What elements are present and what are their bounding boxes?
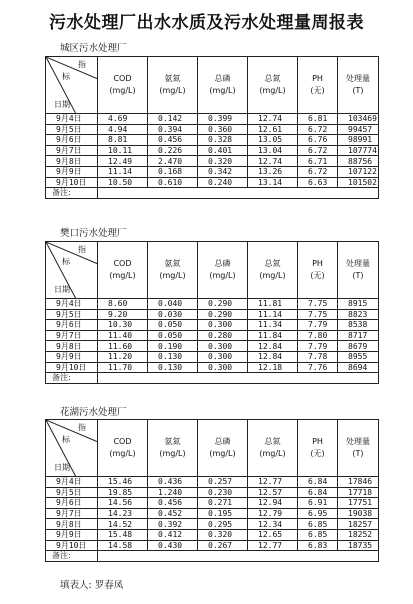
header-row [46,57,379,114]
volume-cell: 101502 [338,177,379,188]
ph-cell: 6.72 [298,166,338,177]
volume-cell: 8538 [338,320,379,331]
tn-cell: 12.34 [248,519,298,530]
cod-cell: 14.52 [98,519,148,530]
remark-label: 备注: [46,551,98,562]
tp-cell: 0.360 [198,124,248,135]
volume-cell: 103469 [338,114,379,125]
column-name: PH [312,259,323,268]
corner-label-bottom: 日期 [54,285,70,294]
volume-cell: 18252 [338,529,379,540]
volume-cell: 8955 [338,351,379,362]
plant-name: 花湖污水处理厂 [60,407,127,418]
remark-row [46,373,379,384]
column-unit: (mg/L) [159,271,186,280]
column-unit: (T) [352,449,364,458]
nh3n-cell: 0.456 [148,498,198,509]
date-cell: 9月4日 [46,299,98,310]
column-name: COD [113,437,132,446]
tp-cell: 0.401 [198,145,248,156]
table-row [46,124,379,135]
cod-cell: 14.23 [98,508,148,519]
nh3n-cell: 0.190 [148,341,198,352]
date-cell: 9月5日 [46,309,98,320]
volume-cell: 88756 [338,156,379,167]
tp-cell: 0.300 [198,320,248,331]
table-row [46,177,379,188]
cod-cell: 19.85 [98,487,148,498]
date-cell: 9月9日 [46,529,98,540]
volume-cell: 8915 [338,299,379,310]
tp-cell: 0.240 [198,177,248,188]
column-unit: (mg/L) [109,449,136,458]
volume-cell: 17718 [338,487,379,498]
date-cell: 9月10日 [46,177,98,188]
cod-cell: 9.20 [98,309,148,320]
cod-cell: 14.58 [98,540,148,551]
tp-cell: 0.195 [198,508,248,519]
corner-header-cell [46,242,98,299]
column-name: COD [113,74,132,83]
date-cell: 9月6日 [46,135,98,146]
nh3n-cell: 0.050 [148,330,198,341]
column-unit: (mg/L) [259,271,286,280]
table-row [46,166,379,177]
tp-cell: 0.300 [198,362,248,373]
table-row [46,487,379,498]
date-cell: 9月8日 [46,519,98,530]
tn-cell: 11.84 [248,330,298,341]
date-cell: 9月4日 [46,114,98,125]
volume-cell: 8823 [338,309,379,320]
column-unit: (mg/L) [159,449,186,458]
table-row [46,341,379,352]
filler-line: 填表人: 罗春凤 [60,580,124,591]
tn-cell: 11.14 [248,309,298,320]
volume-cell: 98991 [338,135,379,146]
tp-cell: 0.290 [198,299,248,310]
water-quality-table [45,56,379,199]
water-quality-table [45,419,379,562]
cod-cell: 11.60 [98,341,148,352]
volume-cell: 8679 [338,341,379,352]
tp-cell: 0.300 [198,341,248,352]
cod-cell: 10.11 [98,145,148,156]
remark-row [46,188,379,199]
nh3n-cell: 0.168 [148,166,198,177]
corner-header-cell [46,57,98,114]
ph-cell: 7.75 [298,309,338,320]
table-row [46,540,379,551]
tn-cell: 12.84 [248,341,298,352]
tp-cell: 0.267 [198,540,248,551]
nh3n-cell: 0.050 [148,320,198,331]
tp-cell: 0.320 [198,156,248,167]
corner-header-cell [46,420,98,477]
nh3n-cell: 0.452 [148,508,198,519]
nh3n-cell: 0.130 [148,351,198,362]
tn-cell: 12.77 [248,540,298,551]
ph-cell: 6.72 [298,145,338,156]
tn-cell: 12.84 [248,351,298,362]
ph-cell: 6.95 [298,508,338,519]
column-header-tn [248,242,298,299]
volume-cell: 8694 [338,362,379,373]
cod-cell: 10.30 [98,320,148,331]
nh3n-cell: 0.436 [148,477,198,488]
date-cell: 9月6日 [46,498,98,509]
column-unit: (mg/L) [259,449,286,458]
nh3n-cell: 0.226 [148,145,198,156]
table-row [46,477,379,488]
cod-cell: 11.40 [98,330,148,341]
column-header-volume [338,420,379,477]
table-row [46,309,379,320]
column-name: 总磷 [214,259,231,268]
tn-cell: 11.34 [248,320,298,331]
column-name: 氨氮 [164,74,181,83]
cod-cell: 11.14 [98,166,148,177]
corner-label-top: 指 [78,245,86,254]
table-row [46,362,379,373]
nh3n-cell: 0.142 [148,114,198,125]
remark-label: 备注: [46,188,98,199]
corner-label-mid: 标 [62,72,70,81]
cod-cell: 15.46 [98,477,148,488]
table-row [46,351,379,362]
column-header-ph [298,242,338,299]
column-header-tp [198,420,248,477]
column-name: 处理量 [346,74,370,83]
corner-label-top: 指 [78,60,86,69]
column-unit: (mg/L) [209,86,236,95]
tp-cell: 0.399 [198,114,248,125]
tn-cell: 12.65 [248,529,298,540]
tn-cell: 12.77 [248,477,298,488]
ph-cell: 7.75 [298,299,338,310]
tn-cell: 12.94 [248,498,298,509]
column-unit: (mg/L) [109,271,136,280]
ph-cell: 7.80 [298,330,338,341]
corner-label-top: 指 [78,423,86,432]
nh3n-cell: 0.394 [148,124,198,135]
volume-cell: 107122 [338,166,379,177]
column-header-tn [248,420,298,477]
table-row [46,529,379,540]
column-unit: (mg/L) [209,449,236,458]
volume-cell: 18735 [338,540,379,551]
column-name: 氨氮 [164,259,181,268]
plant-name: 城区污水处理厂 [60,43,127,54]
column-header-cod [98,57,148,114]
column-header-volume [338,57,379,114]
corner-label-mid: 标 [62,257,70,266]
volume-cell: 18257 [338,519,379,530]
ph-cell: 6.85 [298,519,338,530]
date-cell: 9月6日 [46,320,98,331]
ph-cell: 6.84 [298,477,338,488]
column-unit: (mg/L) [209,271,236,280]
nh3n-cell: 0.040 [148,299,198,310]
column-name: 总磷 [214,74,231,83]
tn-cell: 12.79 [248,508,298,519]
volume-cell: 8717 [338,330,379,341]
ph-cell: 6.85 [298,529,338,540]
column-name: 氨氮 [164,437,181,446]
plant-name: 樊口污水处理厂 [60,228,127,239]
column-header-tp [198,57,248,114]
date-cell: 9月10日 [46,362,98,373]
column-unit: (无) [310,449,325,458]
column-name: PH [312,74,323,83]
table-row [46,114,379,125]
tn-cell: 11.81 [248,299,298,310]
column-header-nh3n [148,420,198,477]
volume-cell: 99457 [338,124,379,135]
ph-cell: 6.63 [298,177,338,188]
table-row [46,156,379,167]
remark-value [98,551,379,562]
column-header-ph [298,57,338,114]
tp-cell: 0.290 [198,309,248,320]
tn-cell: 12.74 [248,156,298,167]
column-name: 总氮 [264,74,281,83]
column-unit: (无) [310,271,325,280]
nh3n-cell: 2.470 [148,156,198,167]
column-unit: (T) [352,86,364,95]
cod-cell: 8.81 [98,135,148,146]
table-row [46,508,379,519]
corner-label-mid: 标 [62,435,70,444]
tn-cell: 12.74 [248,114,298,125]
table-row [46,135,379,146]
column-header-ph [298,420,338,477]
column-header-volume [338,242,379,299]
cod-cell: 11.70 [98,362,148,373]
column-name: COD [113,259,132,268]
ph-cell: 7.76 [298,362,338,373]
date-cell: 9月7日 [46,508,98,519]
cod-cell: 4.69 [98,114,148,125]
tn-cell: 12.18 [248,362,298,373]
tp-cell: 0.342 [198,166,248,177]
table-row [46,498,379,509]
column-name: 总磷 [214,437,231,446]
cod-cell: 8.60 [98,299,148,310]
tp-cell: 0.280 [198,330,248,341]
column-unit: (mg/L) [159,86,186,95]
ph-cell: 6.76 [298,135,338,146]
remark-value [98,188,379,199]
ph-cell: 6.71 [298,156,338,167]
nh3n-cell: 0.130 [148,362,198,373]
tp-cell: 0.271 [198,498,248,509]
nh3n-cell: 0.030 [148,309,198,320]
table-row [46,519,379,530]
ph-cell: 6.72 [298,124,338,135]
tp-cell: 0.300 [198,351,248,362]
cod-cell: 12.49 [98,156,148,167]
nh3n-cell: 0.610 [148,177,198,188]
date-cell: 9月4日 [46,477,98,488]
ph-cell: 6.83 [298,540,338,551]
column-unit: (T) [352,271,364,280]
ph-cell: 6.84 [298,487,338,498]
remark-label: 备注: [46,373,98,384]
volume-cell: 107774 [338,145,379,156]
remark-value [98,373,379,384]
column-header-tp [198,242,248,299]
column-unit: (mg/L) [259,86,286,95]
column-name: 处理量 [346,259,370,268]
corner-label-bottom: 日期 [54,100,70,109]
tp-cell: 0.320 [198,529,248,540]
tp-cell: 0.295 [198,519,248,530]
column-header-nh3n [148,57,198,114]
table-row [46,320,379,331]
date-cell: 9月7日 [46,330,98,341]
water-quality-table [45,241,379,384]
column-header-nh3n [148,242,198,299]
column-unit: (无) [310,86,325,95]
column-header-cod [98,242,148,299]
date-cell: 9月9日 [46,351,98,362]
table-row [46,145,379,156]
cod-cell: 10.50 [98,177,148,188]
date-cell: 9月8日 [46,156,98,167]
ph-cell: 7.79 [298,320,338,331]
column-name: 处理量 [346,437,370,446]
header-row [46,242,379,299]
column-name: 总氮 [264,437,281,446]
date-cell: 9月10日 [46,540,98,551]
column-unit: (mg/L) [109,86,136,95]
column-name: PH [312,437,323,446]
ph-cell: 7.78 [298,351,338,362]
ph-cell: 6.81 [298,114,338,125]
cod-cell: 4.94 [98,124,148,135]
column-name: 总氮 [264,259,281,268]
date-cell: 9月9日 [46,166,98,177]
nh3n-cell: 0.392 [148,519,198,530]
tn-cell: 13.14 [248,177,298,188]
table-row [46,330,379,341]
tn-cell: 13.26 [248,166,298,177]
date-cell: 9月7日 [46,145,98,156]
nh3n-cell: 0.412 [148,529,198,540]
tp-cell: 0.328 [198,135,248,146]
header-row [46,420,379,477]
volume-cell: 19038 [338,508,379,519]
nh3n-cell: 0.456 [148,135,198,146]
volume-cell: 17751 [338,498,379,509]
tp-cell: 0.257 [198,477,248,488]
volume-cell: 17846 [338,477,379,488]
remark-row [46,551,379,562]
column-header-tn [248,57,298,114]
date-cell: 9月5日 [46,124,98,135]
tn-cell: 13.05 [248,135,298,146]
date-cell: 9月5日 [46,487,98,498]
cod-cell: 14.56 [98,498,148,509]
date-cell: 9月8日 [46,341,98,352]
column-header-cod [98,420,148,477]
tn-cell: 13.04 [248,145,298,156]
nh3n-cell: 0.430 [148,540,198,551]
nh3n-cell: 1.240 [148,487,198,498]
tn-cell: 12.57 [248,487,298,498]
tn-cell: 12.61 [248,124,298,135]
report-title: 污水处理厂出水水质及污水处理量周报表 [49,13,364,33]
ph-cell: 7.79 [298,341,338,352]
ph-cell: 6.91 [298,498,338,509]
tp-cell: 0.230 [198,487,248,498]
cod-cell: 15.48 [98,529,148,540]
cod-cell: 11.20 [98,351,148,362]
corner-label-bottom: 日期 [54,463,70,472]
table-row [46,299,379,310]
